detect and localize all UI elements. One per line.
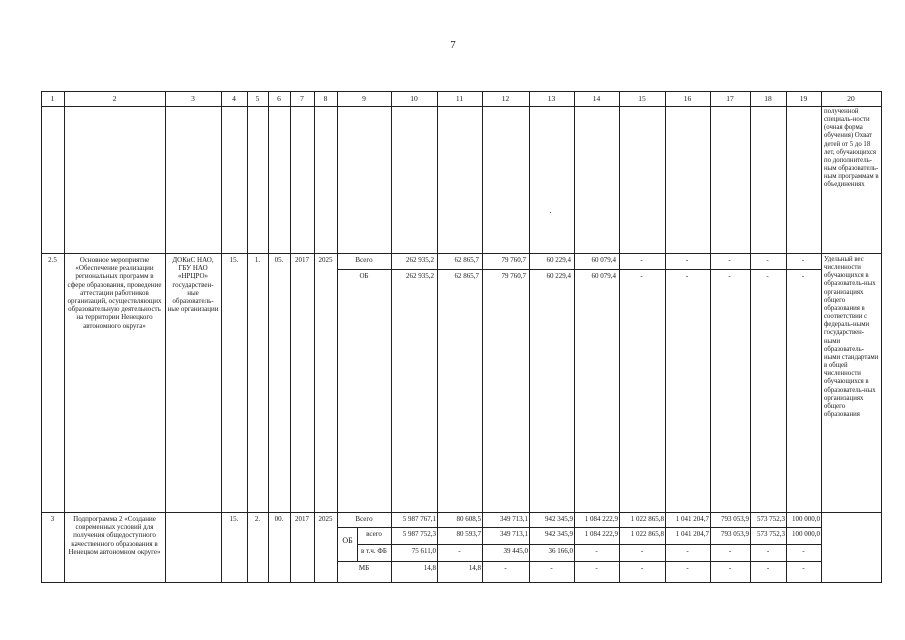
grid-line [786, 91, 787, 583]
amount-cell: 5 987 767,1 [402, 515, 436, 523]
program-table [41, 91, 882, 583]
amount-cell: - [728, 272, 731, 280]
amount-cell: 39 445,0 [503, 547, 528, 555]
amount-cell: - [728, 256, 731, 264]
code-cell: 2. [254, 515, 261, 523]
code-cell: 05. [274, 256, 284, 264]
amount-cell: - [766, 272, 769, 280]
amount-cell: 14,8 [468, 564, 481, 572]
amount-cell: 62 865,7 [454, 256, 479, 264]
amount-cell: - [458, 547, 461, 555]
code-cell: 00. [274, 515, 284, 523]
amount-cell: 573 752,3 [757, 515, 785, 523]
row-number: 2.5 [48, 256, 57, 264]
start-year: 2017 [295, 256, 309, 264]
grid-line [881, 91, 882, 583]
grid-line [314, 91, 315, 583]
amount-cell: 60 229,4 [546, 256, 571, 264]
amount-cell: - [728, 564, 732, 572]
grid-line [574, 91, 575, 583]
grid-line [41, 106, 882, 107]
scan-speck [550, 212, 551, 213]
grid-line [391, 91, 392, 583]
amount-cell: 349 713,1 [500, 515, 528, 523]
grid-line [268, 91, 269, 583]
header-cell: 1 [50, 95, 55, 103]
header-cell: 20 [847, 95, 855, 103]
amount-cell: - [640, 564, 644, 572]
amount-cell: 573 752,3 [757, 530, 785, 538]
amount-cell: - [802, 564, 805, 572]
amount-cell: 1 022 865,8 [630, 515, 664, 523]
amount-cell: 793 053,9 [721, 515, 749, 523]
subprogram-name: Подпрограмма 2 «Создание современных условий для получения общедоступного качественного образования в Ненецком автономном округе» [68, 515, 161, 556]
amount-cell: 1 041 204,7 [675, 530, 709, 538]
grid-line [41, 91, 42, 583]
amount-cell: - [595, 564, 598, 572]
header-cell: 3 [191, 95, 195, 103]
funding-source: всего [366, 530, 382, 538]
indicator-text: полученной специаль-ности (очная форма обучения) Охват детей от 5 до 18 лет, обучающихся по дополнитель-ным образователь-ным программам в объединениях [824, 108, 879, 189]
grid-line [619, 91, 620, 583]
amount-cell: 942 345,9 [545, 515, 573, 523]
amount-cell: 1 084 222,9 [584, 515, 618, 523]
funding-source-group: ОБ [342, 537, 353, 545]
grid-line [221, 91, 222, 583]
header-cell: 18 [764, 95, 772, 103]
header-cell: 4 [232, 95, 236, 103]
header-cell: 11 [455, 95, 464, 103]
funding-source: в т.ч. ФБ [361, 547, 387, 555]
amount-cell: 79 760,7 [501, 272, 526, 280]
end-year: 2025 [318, 256, 333, 264]
end-year: 2025 [318, 515, 333, 523]
amount-cell: - [504, 564, 507, 572]
amount-cell: - [728, 547, 732, 555]
grid-line [529, 91, 530, 583]
grid-line [41, 582, 882, 583]
code-cell: 1. [254, 256, 261, 264]
amount-cell: 75 611,0 [411, 547, 436, 555]
amount-cell: 62 865,7 [454, 272, 479, 280]
funding-source: Всего [355, 515, 373, 523]
amount-cell: - [686, 547, 689, 555]
grid-line [64, 91, 65, 583]
amount-cell: 60 079,4 [591, 256, 616, 264]
amount-cell: 5 987 752,3 [402, 530, 436, 538]
header-cell: 12 [501, 95, 510, 103]
grid-line [41, 253, 882, 254]
amount-cell: 942 345,9 [545, 530, 573, 538]
funding-source: ОБ [359, 272, 369, 280]
grid-line [665, 91, 666, 583]
funding-source: Всего [355, 256, 373, 264]
amount-cell: - [685, 272, 689, 280]
amount-cell: 262 935,2 [406, 272, 434, 280]
header-cell: 14 [592, 95, 601, 103]
executor: ДОКиС НАО, ГБУ НАО «НРЦРО» государствен-ные образователь-ные организации [167, 256, 219, 314]
amount-cell: 100 000,0 [792, 530, 820, 538]
grid-line [437, 91, 438, 583]
start-year: 2017 [295, 515, 309, 523]
amount-cell: 1 022 865,8 [630, 530, 664, 538]
grid-line [337, 527, 822, 528]
page-number: 7 [450, 39, 456, 51]
code-cell: 15. [229, 256, 239, 264]
amount-cell: 14,8 [423, 564, 436, 572]
grid-line [337, 91, 338, 583]
header-cell: 19 [799, 95, 808, 103]
grid-line [750, 91, 751, 583]
funding-source: МБ [358, 564, 370, 572]
amount-cell: - [802, 547, 805, 555]
amount-cell: - [640, 547, 644, 555]
amount-cell: - [640, 272, 643, 280]
grid-line [337, 269, 822, 270]
amount-cell: - [685, 256, 689, 264]
header-cell: 10 [410, 95, 418, 103]
grid-line [337, 561, 822, 562]
grid-line [41, 91, 882, 92]
grid-line [247, 91, 248, 583]
header-cell: 17 [726, 95, 734, 103]
header-cell: 5 [255, 95, 260, 103]
amount-cell: - [640, 256, 643, 264]
amount-cell: 1 084 222,9 [584, 530, 618, 538]
grid-line [41, 512, 882, 513]
amount-cell: - [766, 547, 770, 555]
amount-cell: 349 713,1 [500, 530, 528, 538]
amount-cell: 1 041 204,7 [675, 515, 709, 523]
measure-name: Основное мероприятие «Обеспечение реализации региональных программ в сфере образования, проведение аттестации работников организаций, осуществляющих образовательную деятельность на территории Ненецкого автономного округа» [67, 256, 162, 330]
amount-cell: 60 229,4 [546, 272, 571, 280]
header-cell: 16 [683, 95, 692, 103]
amount-cell: - [766, 256, 769, 264]
amount-cell: - [686, 564, 689, 572]
amount-cell: - [766, 564, 770, 572]
header-cell: 6 [277, 95, 281, 103]
amount-cell: - [595, 547, 598, 555]
header-cell: 7 [300, 95, 304, 103]
grid-line [821, 91, 822, 583]
grid-line [290, 91, 291, 583]
header-cell: 8 [323, 95, 328, 103]
amount-cell: 79 760,7 [501, 256, 526, 264]
header-cell: 9 [362, 95, 366, 103]
grid-line [482, 91, 483, 583]
amount-cell: - [801, 256, 805, 264]
code-cell: 15. [229, 515, 239, 523]
grid-line [357, 544, 822, 545]
amount-cell: 60 079,4 [591, 272, 616, 280]
header-cell: 2 [112, 95, 117, 103]
header-cell: 13 [547, 95, 556, 103]
amount-cell: 80 593,7 [456, 530, 481, 538]
amount-cell: 793 053,9 [721, 530, 749, 538]
amount-cell: 100 000,0 [792, 515, 820, 523]
amount-cell: - [801, 272, 805, 280]
amount-cell: 36 166,0 [548, 547, 573, 555]
grid-line [710, 91, 711, 583]
amount-cell: 262 935,2 [406, 256, 434, 264]
row-number: 3 [50, 515, 55, 523]
amount-cell: 80 608,5 [456, 515, 481, 523]
amount-cell: - [550, 564, 553, 572]
indicator-text: Удельный вес численности обучающихся в образователь-ных организациях общего образования в соответствии с федераль-ными государствен-ными образователь-ными стандартами в общей численности обучающихся в образователь-ных организациях общего образования [824, 256, 879, 418]
header-cell: 15 [638, 95, 646, 103]
grid-line [165, 91, 166, 583]
